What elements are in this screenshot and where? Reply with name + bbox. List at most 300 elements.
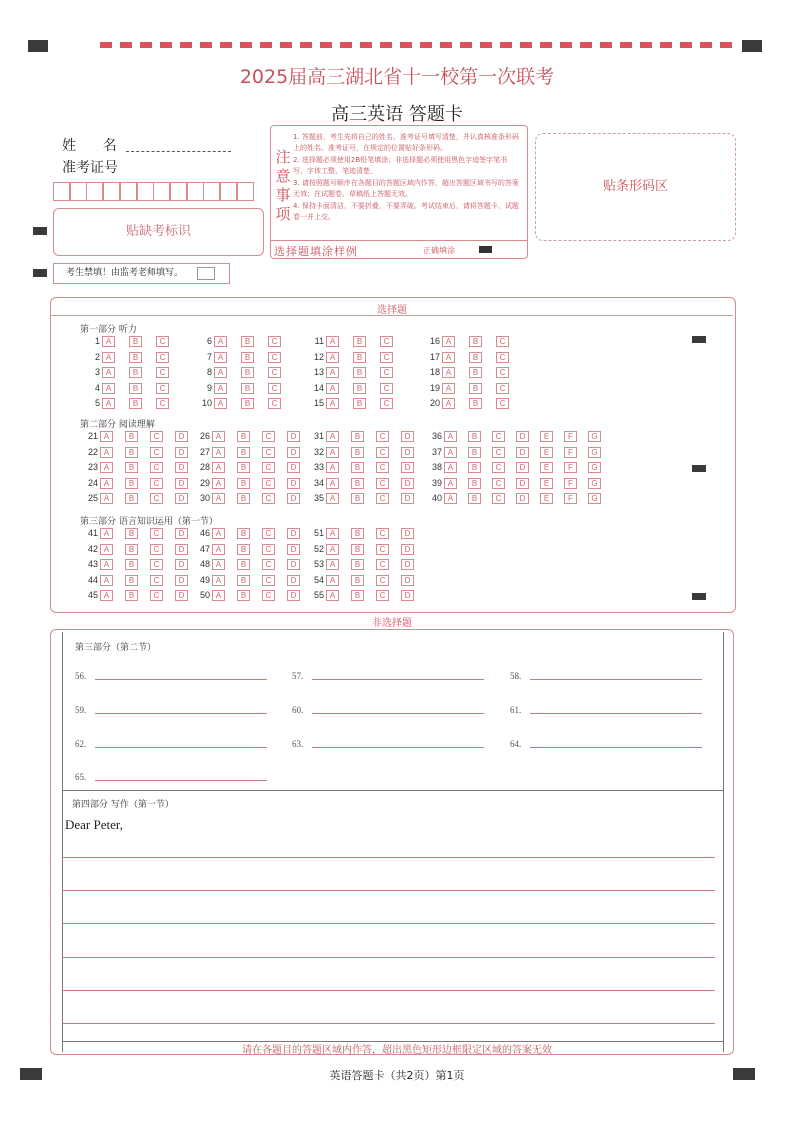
option-C-bubble[interactable]: C	[380, 352, 393, 363]
option-A-bubble[interactable]: A	[100, 431, 113, 442]
option-A-bubble[interactable]: A	[212, 575, 225, 586]
option-B-bubble[interactable]: B	[353, 398, 366, 409]
option-C-bubble[interactable]: C	[496, 398, 509, 409]
option-B-bubble[interactable]: B	[469, 367, 482, 378]
option-C-bubble[interactable]: C	[376, 478, 389, 489]
option-B-bubble[interactable]: B	[129, 352, 142, 363]
option-C-bubble[interactable]: C	[262, 462, 275, 473]
option-A-bubble[interactable]: A	[444, 462, 457, 473]
option-F-bubble[interactable]: F	[564, 462, 577, 473]
notice-label-char: 意	[275, 167, 291, 185]
option-D-bubble[interactable]: D	[401, 575, 414, 586]
option-D-bubble[interactable]: D	[516, 431, 529, 442]
option-C-bubble[interactable]: C	[380, 336, 393, 347]
option-A-bubble[interactable]: A	[100, 493, 113, 504]
option-A-bubble[interactable]: A	[100, 462, 113, 473]
option-D-bubble[interactable]: D	[287, 544, 300, 555]
option-C-bubble[interactable]: C	[380, 398, 393, 409]
option-A-bubble[interactable]: A	[100, 559, 113, 570]
id-digit-box[interactable]	[170, 182, 187, 201]
option-C-bubble[interactable]: C	[376, 575, 389, 586]
notice-item: 3. 请按照题号顺序在各题目的答题区域内作答，超出答题区域书写的答案无效；在试题卷、草稿纸上答题无效。	[293, 179, 519, 198]
section3-label: 第三部分（第二节）	[75, 643, 157, 653]
question-number: 52	[313, 543, 324, 554]
exam-title: 2025届高三湖北省十一校第一次联考	[239, 66, 555, 88]
option-D-bubble[interactable]: D	[287, 559, 300, 570]
option-A-bubble[interactable]: A	[102, 336, 115, 347]
blank-57[interactable]	[292, 671, 303, 681]
option-D-bubble[interactable]: D	[175, 462, 188, 473]
option-F-bubble[interactable]: F	[564, 478, 577, 489]
option-C-bubble[interactable]: C	[492, 493, 505, 504]
question-number: 26	[199, 431, 210, 441]
option-C-bubble[interactable]: C	[156, 383, 169, 394]
option-A-bubble[interactable]: A	[444, 431, 457, 442]
absent-label: 贴缺考标识	[125, 224, 191, 239]
id-digit-box[interactable]	[153, 182, 170, 201]
option-B-bubble[interactable]: B	[469, 398, 482, 409]
option-C-bubble[interactable]: C	[262, 559, 275, 570]
answer-line[interactable]	[95, 780, 267, 781]
blank-59[interactable]	[75, 705, 86, 715]
question-number: 18	[429, 367, 440, 377]
writing-line[interactable]	[62, 990, 715, 991]
id-digit-box[interactable]	[70, 182, 87, 201]
blank-56[interactable]	[75, 671, 86, 681]
option-G-bubble[interactable]: G	[588, 493, 601, 504]
blank-62[interactable]	[75, 739, 86, 749]
option-B-bubble[interactable]: B	[468, 431, 481, 442]
option-A-bubble[interactable]: A	[214, 398, 227, 409]
option-B-bubble[interactable]: B	[125, 493, 138, 504]
option-A-bubble[interactable]: A	[102, 383, 115, 394]
footer-warning: 请在各题目的答题区域内作答，超出黑色矩形边框限定区域的答案无效	[242, 1045, 552, 1056]
option-B-bubble[interactable]: B	[125, 447, 138, 458]
option-D-bubble[interactable]: D	[175, 493, 188, 504]
option-B-bubble[interactable]: B	[351, 590, 364, 601]
answer-line[interactable]	[312, 679, 484, 680]
option-C-bubble[interactable]: C	[492, 431, 505, 442]
option-A-bubble[interactable]: A	[212, 462, 225, 473]
option-B-bubble[interactable]: B	[468, 447, 481, 458]
option-A-bubble[interactable]: A	[444, 478, 457, 489]
blank-64[interactable]	[510, 739, 521, 749]
option-A-bubble[interactable]: A	[326, 590, 339, 601]
writing-line[interactable]	[62, 1023, 715, 1024]
option-B-bubble[interactable]: B	[353, 336, 366, 347]
question-number: 6	[206, 336, 212, 346]
option-E-bubble[interactable]: E	[540, 478, 553, 489]
option-A-bubble[interactable]: A	[100, 447, 113, 458]
option-C-bubble[interactable]: C	[268, 352, 281, 363]
option-D-bubble[interactable]: D	[287, 575, 300, 586]
option-A-bubble[interactable]: A	[212, 559, 225, 570]
option-C-bubble[interactable]: C	[156, 336, 169, 347]
option-C-bubble[interactable]: C	[268, 336, 281, 347]
option-B-bubble[interactable]: B	[125, 575, 138, 586]
option-C-bubble[interactable]: C	[150, 431, 163, 442]
option-A-bubble[interactable]: A	[100, 478, 113, 489]
option-E-bubble[interactable]: E	[540, 462, 553, 473]
registration-mark	[742, 40, 762, 52]
option-A-bubble[interactable]: A	[102, 352, 115, 363]
option-C-bubble[interactable]: C	[150, 447, 163, 458]
option-B-bubble[interactable]: B	[129, 383, 142, 394]
question-number: 12	[313, 351, 324, 362]
timing-track	[100, 42, 736, 48]
answer-line[interactable]	[530, 747, 702, 748]
option-B-bubble[interactable]: B	[468, 478, 481, 489]
blank-60[interactable]	[292, 705, 303, 715]
option-A-bubble[interactable]: A	[442, 352, 455, 363]
option-F-bubble[interactable]: F	[564, 431, 577, 442]
option-A-bubble[interactable]: A	[212, 447, 225, 458]
option-B-bubble[interactable]: B	[241, 336, 254, 347]
id-digit-box[interactable]	[237, 182, 254, 201]
answer-line[interactable]	[95, 679, 267, 680]
option-A-bubble[interactable]: A	[326, 575, 339, 586]
option-B-bubble[interactable]: B	[468, 493, 481, 504]
answer-line[interactable]	[95, 747, 267, 748]
option-B-bubble[interactable]: B	[125, 528, 138, 539]
registration-mark	[692, 593, 706, 600]
question-number: 25	[87, 493, 98, 503]
option-C-bubble[interactable]: C	[492, 447, 505, 458]
option-C-bubble[interactable]: C	[262, 431, 275, 442]
option-G-bubble[interactable]: G	[588, 447, 601, 458]
option-B-bubble[interactable]: B	[237, 447, 250, 458]
question-number: 28	[199, 462, 210, 472]
option-C-bubble[interactable]: C	[150, 528, 163, 539]
option-C-bubble[interactable]: C	[150, 575, 163, 586]
option-D-bubble[interactable]: D	[287, 478, 300, 489]
blank-61[interactable]	[510, 705, 521, 715]
option-D-bubble[interactable]: D	[516, 493, 529, 504]
option-C-bubble[interactable]: C	[376, 462, 389, 473]
question-number: 15	[313, 398, 324, 408]
option-B-bubble[interactable]: B	[237, 493, 250, 504]
question-number: 1	[94, 336, 100, 346]
option-D-bubble[interactable]: D	[401, 528, 414, 539]
option-A-bubble[interactable]: A	[326, 447, 339, 458]
blank-number: 62.	[75, 739, 87, 749]
notice-item: 1. 答题前，考生先将自己的姓名、准考证号填写清楚，并认真核准条形码上的姓名、准考证号，在规定的位置贴好条形码。	[293, 133, 519, 152]
option-B-bubble[interactable]: B	[237, 575, 250, 586]
option-B-bubble[interactable]: B	[351, 559, 364, 570]
option-A-bubble[interactable]: A	[214, 383, 227, 394]
option-C-bubble[interactable]: C	[380, 367, 393, 378]
option-A-bubble[interactable]: A	[102, 398, 115, 409]
option-B-bubble[interactable]: B	[351, 528, 364, 539]
blank-number: 64.	[510, 739, 522, 749]
question-number: 20	[429, 398, 440, 408]
nonchoice-title: 非选择题	[372, 618, 412, 629]
option-D-bubble[interactable]: D	[516, 478, 529, 489]
option-D-bubble[interactable]: D	[516, 462, 529, 473]
option-D-bubble[interactable]: D	[401, 447, 414, 458]
option-C-bubble[interactable]: C	[262, 528, 275, 539]
option-A-bubble[interactable]: A	[212, 544, 225, 555]
option-C-bubble[interactable]: C	[262, 544, 275, 555]
option-E-bubble[interactable]: E	[540, 447, 553, 458]
option-C-bubble[interactable]: C	[376, 431, 389, 442]
option-B-bubble[interactable]: B	[351, 478, 364, 489]
option-D-bubble[interactable]: D	[175, 447, 188, 458]
id-digit-box[interactable]	[86, 182, 103, 201]
option-B-bubble[interactable]: B	[237, 462, 250, 473]
option-F-bubble[interactable]: F	[564, 447, 577, 458]
option-A-bubble[interactable]: A	[442, 367, 455, 378]
id-digit-box[interactable]	[53, 182, 70, 201]
id-digit-box[interactable]	[203, 182, 220, 201]
answer-line[interactable]	[530, 679, 702, 680]
option-B-bubble[interactable]: B	[237, 559, 250, 570]
option-D-bubble[interactable]: D	[401, 493, 414, 504]
notice-label-char: 注	[275, 148, 291, 166]
option-D-bubble[interactable]: D	[175, 590, 188, 601]
option-A-bubble[interactable]: A	[214, 352, 227, 363]
option-B-bubble[interactable]: B	[351, 447, 364, 458]
option-C-bubble[interactable]: C	[492, 462, 505, 473]
option-B-bubble[interactable]: B	[129, 336, 142, 347]
option-A-bubble[interactable]: A	[214, 336, 227, 347]
option-D-bubble[interactable]: D	[175, 528, 188, 539]
option-A-bubble[interactable]: A	[444, 493, 457, 504]
option-A-bubble[interactable]: A	[214, 367, 227, 378]
option-C-bubble[interactable]: C	[268, 367, 281, 378]
option-A-bubble[interactable]: A	[442, 398, 455, 409]
option-B-bubble[interactable]: B	[125, 559, 138, 570]
option-C-bubble[interactable]: C	[150, 544, 163, 555]
option-A-bubble[interactable]: A	[212, 528, 225, 539]
option-C-bubble[interactable]: C	[150, 590, 163, 601]
option-C-bubble[interactable]: C	[496, 336, 509, 347]
option-A-bubble[interactable]: A	[212, 478, 225, 489]
option-D-bubble[interactable]: D	[401, 590, 414, 601]
option-G-bubble[interactable]: G	[588, 431, 601, 442]
option-A-bubble[interactable]: A	[326, 544, 339, 555]
option-E-bubble[interactable]: E	[540, 431, 553, 442]
option-B-bubble[interactable]: B	[351, 431, 364, 442]
option-A-bubble[interactable]: A	[100, 590, 113, 601]
option-A-bubble[interactable]: A	[326, 528, 339, 539]
part-label: 第三部分 语言知识运用（第一节）	[80, 517, 218, 527]
option-D-bubble[interactable]: D	[287, 431, 300, 442]
answer-line[interactable]	[312, 713, 484, 714]
option-B-bubble[interactable]: B	[353, 367, 366, 378]
option-C-bubble[interactable]: C	[496, 383, 509, 394]
question-number: 19	[429, 382, 440, 393]
option-D-bubble[interactable]: D	[401, 544, 414, 555]
answer-line[interactable]	[530, 713, 702, 714]
option-A-bubble[interactable]: A	[100, 575, 113, 586]
question-number: 31	[313, 431, 324, 441]
option-A-bubble[interactable]: A	[326, 493, 339, 504]
option-B-bubble[interactable]: B	[125, 544, 138, 555]
option-C-bubble[interactable]: C	[262, 478, 275, 489]
option-B-bubble[interactable]: B	[353, 383, 366, 394]
option-G-bubble[interactable]: G	[588, 478, 601, 489]
option-B-bubble[interactable]: B	[129, 367, 142, 378]
option-E-bubble[interactable]: E	[540, 493, 553, 504]
option-B-bubble[interactable]: B	[129, 398, 142, 409]
option-A-bubble[interactable]: A	[212, 431, 225, 442]
option-A-bubble[interactable]: A	[326, 559, 339, 570]
writing-line[interactable]	[62, 857, 715, 858]
writing-line[interactable]	[62, 923, 715, 924]
registration-mark	[692, 465, 706, 472]
question-number: 51	[313, 528, 324, 538]
option-G-bubble[interactable]: G	[588, 462, 601, 473]
option-D-bubble[interactable]: D	[287, 590, 300, 601]
option-D-bubble[interactable]: D	[175, 575, 188, 586]
blank-63[interactable]	[292, 739, 303, 749]
option-C-bubble[interactable]: C	[376, 493, 389, 504]
proctor-checkbox[interactable]	[197, 267, 215, 280]
option-B-bubble[interactable]: B	[241, 352, 254, 363]
id-digit-box[interactable]	[103, 182, 120, 201]
option-A-bubble[interactable]: A	[442, 383, 455, 394]
option-C-bubble[interactable]: C	[150, 462, 163, 473]
option-B-bubble[interactable]: B	[469, 383, 482, 394]
question-number: 44	[87, 574, 98, 585]
option-C-bubble[interactable]: C	[150, 559, 163, 570]
option-B-bubble[interactable]: B	[237, 590, 250, 601]
option-D-bubble[interactable]: D	[175, 559, 188, 570]
option-B-bubble[interactable]: B	[237, 478, 250, 489]
blank-65[interactable]	[75, 772, 86, 782]
writing-line[interactable]	[62, 957, 715, 958]
option-D-bubble[interactable]: D	[287, 462, 300, 473]
option-A-bubble[interactable]: A	[100, 544, 113, 555]
option-B-bubble[interactable]: B	[351, 493, 364, 504]
option-A-bubble[interactable]: A	[326, 336, 339, 347]
option-C-bubble[interactable]: C	[156, 352, 169, 363]
option-C-bubble[interactable]: C	[376, 447, 389, 458]
option-A-bubble[interactable]: A	[212, 590, 225, 601]
option-F-bubble[interactable]: F	[564, 493, 577, 504]
option-B-bubble[interactable]: B	[237, 544, 250, 555]
option-C-bubble[interactable]: C	[380, 383, 393, 394]
question-number: 49	[199, 574, 210, 585]
option-C-bubble[interactable]: C	[156, 367, 169, 378]
option-A-bubble[interactable]: A	[326, 462, 339, 473]
option-B-bubble[interactable]: B	[353, 352, 366, 363]
option-A-bubble[interactable]: A	[212, 493, 225, 504]
option-B-bubble[interactable]: B	[237, 528, 250, 539]
option-C-bubble[interactable]: C	[262, 590, 275, 601]
option-A-bubble[interactable]: A	[326, 352, 339, 363]
option-C-bubble[interactable]: C	[262, 493, 275, 504]
answer-line[interactable]	[312, 747, 484, 748]
option-C-bubble[interactable]: C	[156, 398, 169, 409]
notice-item: 4. 保持卡面清洁，不要折叠，不要弄破。考试结束后，请将答题卡、试题卷一并上交。	[293, 202, 519, 221]
option-C-bubble[interactable]: C	[262, 447, 275, 458]
option-B-bubble[interactable]: B	[469, 336, 482, 347]
option-C-bubble[interactable]: C	[376, 544, 389, 555]
option-D-bubble[interactable]: D	[401, 559, 414, 570]
option-A-bubble[interactable]: A	[102, 367, 115, 378]
option-A-bubble[interactable]: A	[444, 447, 457, 458]
option-B-bubble[interactable]: B	[469, 352, 482, 363]
question-number: 17	[429, 351, 440, 362]
option-C-bubble[interactable]: C	[492, 478, 505, 489]
option-A-bubble[interactable]: A	[326, 367, 339, 378]
option-B-bubble[interactable]: B	[351, 544, 364, 555]
notice-item: 2. 选择题必须使用2B铅笔填涂；非选择题必须使用黑色字迹签字笔书写，字体工整、笔迹清楚。	[293, 156, 508, 175]
option-A-bubble[interactable]: A	[442, 336, 455, 347]
option-B-bubble[interactable]: B	[241, 383, 254, 394]
option-D-bubble[interactable]: D	[175, 478, 188, 489]
option-B-bubble[interactable]: B	[237, 431, 250, 442]
question-number: 38	[431, 462, 442, 472]
id-digit-box[interactable]	[120, 182, 137, 201]
option-B-bubble[interactable]: B	[468, 462, 481, 473]
option-B-bubble[interactable]: B	[241, 367, 254, 378]
option-C-bubble[interactable]: C	[268, 383, 281, 394]
option-D-bubble[interactable]: D	[175, 544, 188, 555]
option-D-bubble[interactable]: D	[401, 462, 414, 473]
question-number: 40	[431, 493, 442, 503]
name-field[interactable]	[126, 151, 231, 152]
option-A-bubble[interactable]: A	[100, 528, 113, 539]
blank-58[interactable]	[510, 671, 521, 681]
option-B-bubble[interactable]: B	[125, 478, 138, 489]
option-C-bubble[interactable]: C	[376, 590, 389, 601]
correct-fill-label: 正确填涂	[423, 246, 455, 255]
option-D-bubble[interactable]: D	[401, 431, 414, 442]
option-D-bubble[interactable]: D	[287, 447, 300, 458]
proctor-box	[53, 263, 230, 284]
option-C-bubble[interactable]: C	[150, 478, 163, 489]
option-A-bubble[interactable]: A	[326, 478, 339, 489]
question-number: 22	[87, 446, 98, 457]
option-B-bubble[interactable]: B	[241, 398, 254, 409]
option-D-bubble[interactable]: D	[287, 528, 300, 539]
answer-line[interactable]	[95, 713, 267, 714]
id-digit-box[interactable]	[220, 182, 237, 201]
option-C-bubble[interactable]: C	[376, 559, 389, 570]
option-D-bubble[interactable]: D	[516, 447, 529, 458]
id-digit-box[interactable]	[187, 182, 204, 201]
option-C-bubble[interactable]: C	[496, 367, 509, 378]
option-B-bubble[interactable]: B	[351, 575, 364, 586]
question-number: 11	[314, 336, 324, 346]
option-D-bubble[interactable]: D	[287, 493, 300, 504]
option-B-bubble[interactable]: B	[125, 462, 138, 473]
option-A-bubble[interactable]: A	[326, 383, 339, 394]
option-A-bubble[interactable]: A	[326, 431, 339, 442]
question-number: 53	[313, 559, 324, 569]
option-B-bubble[interactable]: B	[125, 431, 138, 442]
option-C-bubble[interactable]: C	[268, 398, 281, 409]
option-D-bubble[interactable]: D	[401, 478, 414, 489]
id-digit-box[interactable]	[137, 182, 154, 201]
option-A-bubble[interactable]: A	[326, 398, 339, 409]
option-B-bubble[interactable]: B	[125, 590, 138, 601]
option-C-bubble[interactable]: C	[262, 575, 275, 586]
option-C-bubble[interactable]: C	[150, 493, 163, 504]
option-C-bubble[interactable]: C	[496, 352, 509, 363]
question-number: 35	[313, 493, 324, 503]
writing-line[interactable]	[62, 890, 715, 891]
question-number: 23	[87, 462, 98, 472]
option-B-bubble[interactable]: B	[351, 462, 364, 473]
option-D-bubble[interactable]: D	[175, 431, 188, 442]
option-C-bubble[interactable]: C	[376, 528, 389, 539]
question-number: 3	[94, 367, 100, 377]
question-number: 21	[87, 431, 98, 441]
